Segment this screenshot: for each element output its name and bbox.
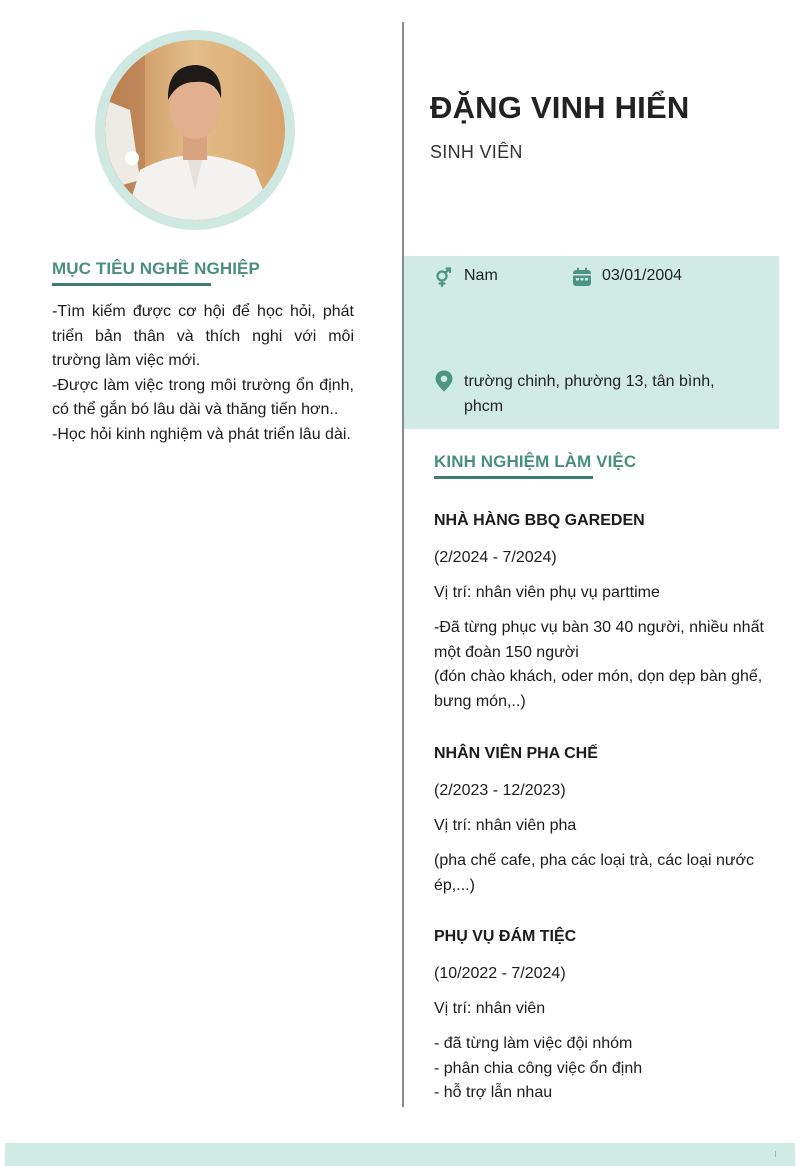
experience-item xyxy=(434,745,764,898)
footer-mark xyxy=(775,1151,776,1157)
company-name: PHỤ VỤ ĐÁM TIỆC xyxy=(434,928,577,945)
location-pin-icon xyxy=(434,370,454,390)
footer-bar xyxy=(5,1143,795,1166)
calendar-icon xyxy=(572,267,592,287)
career-objective xyxy=(52,300,354,447)
work-description: (pha chế cafe, pha các loại trà, các loại nước ép,...) xyxy=(434,852,755,894)
experience-item xyxy=(434,928,764,1106)
birthday-value: 03/01/2004 xyxy=(602,267,683,284)
avatar xyxy=(105,40,285,220)
gender-value: Nam xyxy=(464,267,498,284)
work-position: Vị trí: nhân viên pha xyxy=(434,817,577,834)
experience-item xyxy=(434,512,764,714)
address-value: trường chinh, phường 13, tân bình, phcm xyxy=(464,373,715,415)
experience-heading: KINH NGHIỆM LÀM VIỆC xyxy=(434,452,637,471)
address-info xyxy=(434,369,754,419)
company-name: NHÀ HÀNG BBQ GAREDEN xyxy=(434,512,645,529)
objective-line: -Được làm việc trong môi trường ổn định, có thể gắn bó lâu dài và thăng tiến hơn.. xyxy=(52,376,354,418)
experience-heading-underline xyxy=(434,476,593,479)
work-description: - đã từng làm việc đội nhóm - phân chia công việc ổn định - hỗ trợ lẫn nhau xyxy=(434,1035,643,1101)
work-period: (2/2023 - 12/2023) xyxy=(434,782,566,799)
objective-line: -Tìm kiếm được cơ hội để học hỏi, phát triển bản thân và thích nghi với môi trường làm việc mới. xyxy=(52,303,354,369)
birthday-info xyxy=(572,267,682,287)
objective-heading: MỤC TIÊU NGHỀ NGHIỆP xyxy=(52,259,260,278)
work-description: -Đã từng phục vụ bàn 30 40 người, nhiều nhất một đoàn 150 người (đón chào khách, oder món, dọn dẹp bàn ghế, bưng món,..) xyxy=(434,619,764,710)
work-position: Vị trí: nhân viên xyxy=(434,1000,546,1017)
gender-info xyxy=(434,267,498,287)
avatar-frame xyxy=(95,30,295,230)
work-period: (2/2024 - 7/2024) xyxy=(434,549,557,566)
objective-heading-underline xyxy=(52,283,211,286)
gender-icon xyxy=(434,267,454,287)
candidate-title: SINH VIÊN xyxy=(430,142,523,162)
company-name: NHÂN VIÊN PHA CHẾ xyxy=(434,745,598,762)
column-divider xyxy=(402,22,404,1107)
candidate-name: ĐẶNG VINH HIỂN xyxy=(430,90,690,125)
work-position: Vị trí: nhân viên phụ vụ parttime xyxy=(434,584,660,601)
work-period: (10/2022 - 7/2024) xyxy=(434,965,566,982)
objective-line: -Học hỏi kinh nghiệm và phát triển lâu dài. xyxy=(52,425,351,443)
